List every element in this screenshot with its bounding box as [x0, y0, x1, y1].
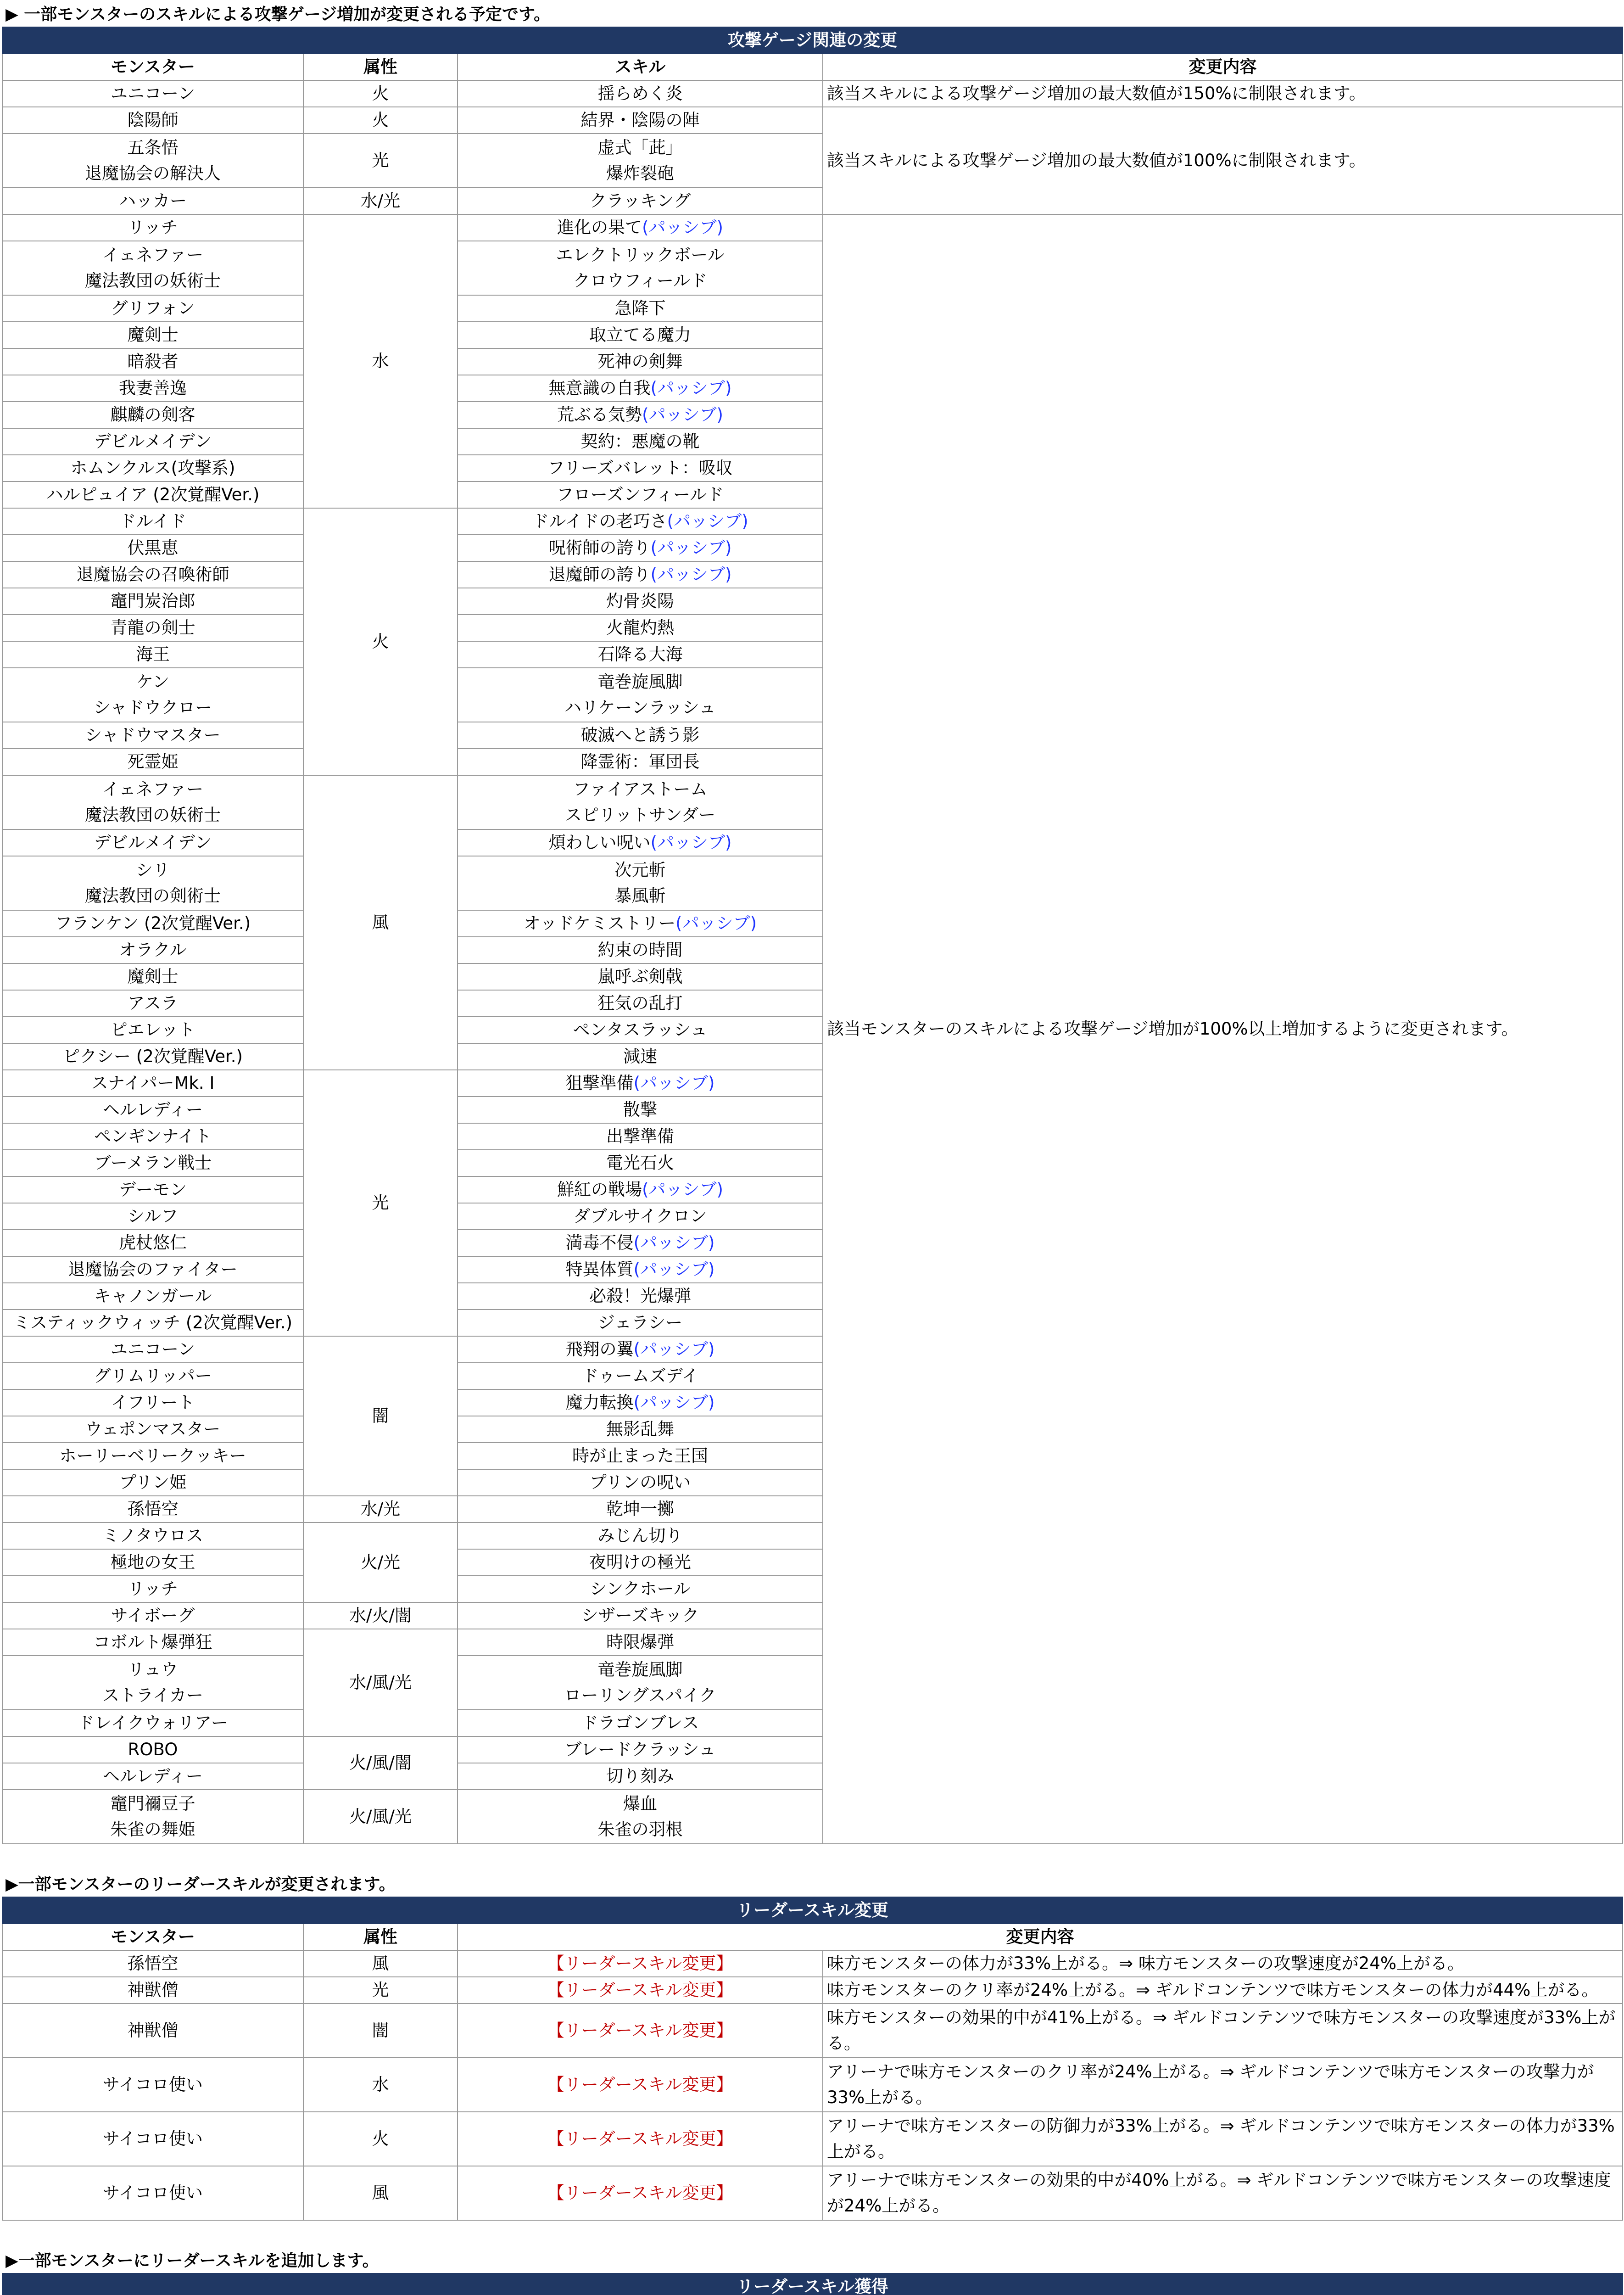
skill-label: 進化の果て	[557, 218, 642, 237]
monster-name: ピクシー (2次覚醒Ver.)	[2, 1043, 303, 1070]
skill-name	[458, 508, 823, 535]
skill-name	[458, 1123, 823, 1150]
monster-name: グリムリッパー	[2, 1363, 303, 1389]
monster-name: 我妻善逸	[2, 375, 303, 402]
skill-name	[458, 829, 823, 856]
header-change: 変更内容	[823, 54, 1623, 80]
skill-name	[458, 749, 823, 775]
passive-tag: (パッシブ)	[633, 1259, 715, 1279]
skill-name	[458, 1283, 823, 1310]
monster-name: イフリート	[2, 1389, 303, 1416]
skill-name	[458, 1363, 823, 1389]
skill-label: ドラゴンブレス	[581, 1713, 699, 1733]
leader-get-note: ▶一部モンスターにリーダースキルを追加します。	[6, 2251, 379, 2270]
monster-name: 陰陽師	[2, 107, 303, 134]
skill-name	[458, 1097, 823, 1123]
gauge-table	[2, 27, 1623, 1844]
attribute-cell: 闇	[303, 2004, 458, 2058]
monster-name: ユニコーン	[2, 80, 303, 107]
skill-name	[458, 134, 823, 188]
skill-label: 飛翔の翼	[565, 1339, 634, 1359]
skill-label: フリーズバレット：吸収	[547, 458, 733, 478]
monster-name: ROBO	[2, 1736, 303, 1763]
leader-change-note: ▶一部モンスターのリーダースキルが変更されます。	[6, 1875, 396, 1894]
attribute-cell: 火	[303, 107, 458, 134]
skill-name	[458, 348, 823, 375]
skill-name	[458, 375, 823, 402]
attribute-cell: 火/光	[303, 1523, 458, 1602]
monster-name: デビルメイデン	[2, 829, 303, 856]
table-row	[2, 2166, 1623, 2220]
monster-name: リッチ	[2, 1576, 303, 1602]
passive-tag: (パッシブ)	[633, 1339, 715, 1359]
skill-label: オッドケミストリー	[523, 913, 676, 933]
table-row	[2, 2112, 1623, 2166]
leader-change-table	[2, 1897, 1623, 2221]
skill-label: 約束の時間	[597, 940, 683, 960]
passive-tag: (パッシブ)	[633, 1393, 715, 1412]
skill-label: プリンの呪い	[589, 1472, 691, 1492]
header-attribute: 属性	[303, 1924, 458, 1950]
skill-label: 夜明けの極光	[589, 1552, 691, 1572]
attribute-cell: 風	[303, 775, 458, 1070]
skill-label: みじん切り	[597, 1526, 683, 1545]
skill-name	[458, 80, 823, 107]
table-row	[2, 80, 1623, 107]
passive-tag: (パッシブ)	[650, 833, 732, 852]
change-description: 該当スキルによる攻撃ゲージ増加の最大数値が100%に制限されます。	[823, 107, 1623, 214]
skill-name	[458, 1443, 823, 1469]
monster-name: シルフ	[2, 1203, 303, 1230]
monster-name: 退魔協会の召喚術師	[2, 561, 303, 588]
monster-name: ヘルレディー	[2, 1097, 303, 1123]
monster-name: 竈門炭治郎	[2, 588, 303, 615]
skill-name	[458, 641, 823, 668]
attribute-cell: 水/光	[303, 188, 458, 214]
leader-get-banner: リーダースキル獲得	[2, 2273, 1623, 2295]
passive-tag: (パッシブ)	[642, 1180, 723, 1199]
gauge-banner: 攻撃ゲージ関連の変更	[2, 27, 1623, 54]
monster-name: リッチ	[2, 214, 303, 241]
skill-name	[458, 535, 823, 561]
skill-name	[458, 722, 823, 749]
monster-name: ケン シャドウクロー	[2, 668, 303, 722]
attribute-cell: 火	[303, 508, 458, 775]
skill-label: ペンタスラッシュ	[573, 1020, 708, 1040]
skill-label: 時限爆弾	[606, 1632, 674, 1652]
passive-tag: (パッシブ)	[675, 913, 757, 933]
monster-name: ピエレット	[2, 1017, 303, 1043]
monster-name: 退魔協会のファイター	[2, 1256, 303, 1283]
change-tag: 【リーダースキル変更】	[458, 1977, 823, 2004]
skill-label: 石降る大海	[597, 644, 683, 664]
skill-name	[458, 428, 823, 455]
skill-name	[458, 1336, 823, 1363]
monster-name: デーモン	[2, 1176, 303, 1203]
skill-label: 狂気の乱打	[597, 993, 683, 1013]
change-tag: 【リーダースキル変更】	[458, 2058, 823, 2112]
table-row	[2, 2058, 1623, 2112]
skill-label: ジェラシー	[597, 1313, 683, 1332]
skill-label: 出撃準備	[606, 1126, 674, 1146]
skill-name	[458, 588, 823, 615]
skill-label: 竜巻旋風脚 ローリングスパイク	[564, 1660, 716, 1705]
change-description: 該当モンスターのスキルによる攻撃ゲージ増加が100%以上増加するように変更されます。	[823, 214, 1623, 1844]
monster-name: ミスティックウィッチ (2次覚醒Ver.)	[2, 1310, 303, 1336]
monster-name: ホーリーベリークッキー	[2, 1443, 303, 1469]
monster-name: イェネファー 魔法教団の妖術士	[2, 775, 303, 829]
skill-label: 灼骨炎陽	[606, 591, 674, 611]
skill-label: ドルイドの老巧さ	[532, 511, 667, 531]
monster-name: ハッカー	[2, 188, 303, 214]
attribute-cell: 火	[303, 2112, 458, 2166]
monster-name: フランケン (2次覚醒Ver.)	[2, 910, 303, 937]
skill-label: 取立てる魔力	[589, 325, 691, 345]
skill-name	[458, 214, 823, 241]
skill-name	[458, 1176, 823, 1203]
monster-name: 魔剣士	[2, 322, 303, 348]
skill-name	[458, 1549, 823, 1576]
monster-name: ペンギンナイト	[2, 1123, 303, 1150]
attribute-cell: 水/光	[303, 1496, 458, 1523]
passive-tag: (パッシブ)	[642, 218, 723, 237]
monster-name: リュウ ストライカー	[2, 1656, 303, 1710]
skill-name	[458, 1203, 823, 1230]
attribute-cell: 水	[303, 214, 458, 508]
attribute-cell: 火/風/光	[303, 1790, 458, 1844]
skill-name	[458, 1469, 823, 1496]
monster-name: デビルメイデン	[2, 428, 303, 455]
skill-name	[458, 1310, 823, 1336]
change-tag: 【リーダースキル変更】	[458, 2166, 823, 2220]
passive-tag: (パッシブ)	[633, 1073, 715, 1093]
monster-name: スナイパーMk. I	[2, 1070, 303, 1097]
attribute-cell: 光	[303, 134, 458, 188]
skill-name	[458, 1629, 823, 1656]
skill-label: 散撃	[623, 1100, 657, 1120]
monster-name: ドレイクウォリアー	[2, 1710, 303, 1736]
skill-name	[458, 241, 823, 295]
change-description: 味方モンスターの効果的中が41%上がる。⇒ ギルドコンテンツで味方モンスターの攻撃速度が33%上がる。	[823, 2004, 1623, 2058]
monster-name: サイコロ使い	[2, 2058, 303, 2112]
skill-label: 急降下	[614, 298, 666, 318]
monster-name: サイコロ使い	[2, 2112, 303, 2166]
change-tag: 【リーダースキル変更】	[458, 2112, 823, 2166]
table-row	[2, 1977, 1623, 2004]
skill-label: 嵐呼ぶ剣戟	[597, 967, 683, 986]
skill-label: 竜巻旋風脚 ハリケーンラッシュ	[564, 672, 716, 717]
skill-label: クラッキング	[589, 191, 691, 211]
skill-name	[458, 1656, 823, 1710]
monster-name: イェネファー 魔法教団の妖術士	[2, 241, 303, 295]
skill-label: 降霊術：軍団長	[580, 752, 700, 772]
monster-name: サイボーグ	[2, 1602, 303, 1629]
skill-name	[458, 455, 823, 481]
table-row	[2, 1950, 1623, 1977]
monster-name: 竈門禰豆子 朱雀の舞姫	[2, 1790, 303, 1844]
skill-label: 無意識の自我	[548, 378, 651, 398]
skill-name	[458, 1736, 823, 1763]
header-change: 変更内容	[458, 1924, 1623, 1950]
leader-get-table	[2, 2273, 1623, 2295]
header-monster: モンスター	[2, 54, 303, 80]
attribute-cell: 火	[303, 80, 458, 107]
gauge-body	[2, 80, 1623, 1844]
passive-tag: (パッシブ)	[633, 1233, 715, 1253]
monster-name: ウェポンマスター	[2, 1416, 303, 1443]
monster-name: 孫悟空	[2, 1496, 303, 1523]
header-attribute: 属性	[303, 54, 458, 80]
skill-name	[458, 1523, 823, 1549]
skill-label: 爆血 朱雀の羽根	[597, 1794, 683, 1839]
skill-label: 退魔師の誇り	[548, 565, 651, 584]
monster-name: プリン姫	[2, 1469, 303, 1496]
passive-tag: (パッシブ)	[650, 538, 732, 558]
passive-tag: (パッシブ)	[642, 405, 723, 425]
skill-name	[458, 775, 823, 829]
skill-name	[458, 668, 823, 722]
skill-name	[458, 1763, 823, 1790]
skill-label: 必殺！光爆弾	[589, 1286, 691, 1306]
monster-name: サイコロ使い	[2, 2166, 303, 2220]
passive-tag: (パッシブ)	[667, 511, 748, 531]
skill-label: 電光石火	[606, 1153, 674, 1173]
change-description: アリーナで味方モンスターのクリ率が24%上がる。⇒ ギルドコンテンツで味方モンスターの攻撃力が33%上がる。	[823, 2058, 1623, 2112]
monster-name: 暗殺者	[2, 348, 303, 375]
skill-label: ブレードクラッシュ	[564, 1740, 716, 1759]
skill-label: 時が止まった王国	[572, 1446, 708, 1466]
monster-name: 伏黒恵	[2, 535, 303, 561]
skill-name	[458, 561, 823, 588]
monster-name: 五条悟 退魔協会の解決人	[2, 134, 303, 188]
skill-name	[458, 937, 823, 963]
change-description: アリーナで味方モンスターの効果的中が40%上がる。⇒ ギルドコンテンツで味方モンスターの攻撃速度が24%上がる。	[823, 2166, 1623, 2220]
patch-notes	[2, 3, 1622, 2295]
change-description: 味方モンスターのクリ率が24%上がる。⇒ ギルドコンテンツで味方モンスターの体力が44%上がる。	[823, 1977, 1623, 2004]
skill-label: 破滅へと誘う影	[580, 725, 700, 745]
header-monster: モンスター	[2, 1924, 303, 1950]
monster-name: 極地の女王	[2, 1549, 303, 1576]
skill-name	[458, 481, 823, 508]
change-description: アリーナで味方モンスターの防御力が33%上がる。⇒ ギルドコンテンツで味方モンスターの体力が33%上がる。	[823, 2112, 1623, 2166]
monster-name: 神獣僧	[2, 1977, 303, 2004]
attribute-cell: 光	[303, 1070, 458, 1336]
monster-name: 青龍の剣士	[2, 615, 303, 641]
skill-label: 切り刻み	[606, 1766, 674, 1786]
skill-label: 狙撃準備	[565, 1073, 634, 1093]
skill-label: ドゥームズデイ	[581, 1366, 699, 1386]
skill-label: ダブルサイクロン	[573, 1206, 707, 1226]
skill-label: 無影乱舞	[606, 1419, 674, 1439]
skill-label: 死神の剣舞	[597, 352, 683, 371]
skill-name	[458, 1416, 823, 1443]
attribute-cell: 火/風/闇	[303, 1736, 458, 1790]
monster-name: 孫悟空	[2, 1950, 303, 1977]
monster-name: ブーメラン戦士	[2, 1150, 303, 1176]
attribute-cell: 水/風/光	[303, 1629, 458, 1736]
change-description: 味方モンスターの体力が33%上がる。⇒ 味方モンスターの攻撃速度が24%上がる。	[823, 1950, 1623, 1977]
skill-name	[458, 1043, 823, 1070]
skill-label: 次元斬 暴風斬	[614, 860, 666, 906]
table-row	[2, 214, 1623, 241]
monster-name: ハルピュイア (2次覚醒Ver.)	[2, 481, 303, 508]
monster-name: 虎杖悠仁	[2, 1230, 303, 1256]
skill-name	[458, 990, 823, 1017]
skill-label: シザーズキック	[581, 1606, 699, 1625]
monster-name: ミノタウロス	[2, 1523, 303, 1549]
skill-name	[458, 1576, 823, 1602]
attribute-cell: 闇	[303, 1336, 458, 1496]
skill-label: 乾坤一擲	[606, 1499, 674, 1519]
passive-tag: (パッシブ)	[650, 378, 732, 398]
skill-name	[458, 1710, 823, 1736]
monster-name: 死霊姫	[2, 749, 303, 775]
monster-name: 麒麟の剣客	[2, 402, 303, 428]
skill-label: 揺らめく炎	[597, 84, 683, 103]
attribute-cell: 水/火/闇	[303, 1602, 458, 1629]
monster-name: 神獣僧	[2, 2004, 303, 2058]
monster-name: ドルイド	[2, 508, 303, 535]
attribute-cell: 風	[303, 1950, 458, 1977]
monster-name: シャドウマスター	[2, 722, 303, 749]
skill-label: 魔力転換	[565, 1393, 634, 1412]
skill-label: エレクトリックボール クロウフィールド	[556, 245, 725, 291]
skill-label: 特異体質	[565, 1259, 634, 1279]
skill-name	[458, 1496, 823, 1523]
skill-name	[458, 1389, 823, 1416]
skill-name	[458, 910, 823, 937]
monster-name: ヘルレディー	[2, 1763, 303, 1790]
monster-name: 海王	[2, 641, 303, 668]
skill-name	[458, 1790, 823, 1844]
change-tag: 【リーダースキル変更】	[458, 1950, 823, 1977]
skill-name	[458, 856, 823, 910]
skill-label: 呪術師の誇り	[548, 538, 651, 558]
attribute-cell: 光	[303, 1977, 458, 2004]
skill-label: シンクホール	[590, 1579, 691, 1599]
skill-name	[458, 1150, 823, 1176]
skill-name	[458, 402, 823, 428]
skill-name	[458, 322, 823, 348]
gauge-note: ▶ 一部モンスターのスキルによる攻撃ゲージ増加が変更される予定です。	[6, 5, 551, 24]
skill-name	[458, 1070, 823, 1097]
skill-name	[458, 1602, 823, 1629]
skill-name	[458, 188, 823, 214]
skill-name	[458, 1256, 823, 1283]
skill-label: 結界・陰陽の陣	[580, 110, 700, 130]
skill-label: 減速	[623, 1047, 657, 1066]
monster-name: キャノンガール	[2, 1283, 303, 1310]
skill-name	[458, 1017, 823, 1043]
header-skill: スキル	[458, 54, 823, 80]
monster-name: グリフォン	[2, 295, 303, 322]
passive-tag: (パッシブ)	[650, 565, 732, 584]
skill-label: 満毒不侵	[565, 1233, 634, 1253]
table-row	[2, 2004, 1623, 2058]
skill-name	[458, 1230, 823, 1256]
skill-label: 荒ぶる気勢	[557, 405, 642, 425]
change-description: 該当スキルによる攻撃ゲージ増加の最大数値が150%に制限されます。	[823, 80, 1623, 107]
skill-label: 虚式「茈」 爆炸裂砲	[597, 138, 683, 183]
leader-change-body	[2, 1950, 1623, 2220]
skill-name	[458, 295, 823, 322]
monster-name: 魔剣士	[2, 963, 303, 990]
change-tag: 【リーダースキル変更】	[458, 2004, 823, 2058]
attribute-cell: 風	[303, 2166, 458, 2220]
monster-name: オラクル	[2, 937, 303, 963]
monster-name: コボルト爆弾狂	[2, 1629, 303, 1656]
attribute-cell: 水	[303, 2058, 458, 2112]
monster-name: ユニコーン	[2, 1336, 303, 1363]
skill-label: 火龍灼熱	[606, 618, 674, 638]
skill-name	[458, 107, 823, 134]
monster-name: ホムンクルス(攻撃系)	[2, 455, 303, 481]
skill-label: 契約：悪魔の靴	[580, 431, 700, 451]
monster-name: シリ 魔法教団の剣術士	[2, 856, 303, 910]
skill-label: ファイアストーム スピリットサンダー	[564, 779, 716, 825]
skill-name	[458, 963, 823, 990]
skill-label: 鮮紅の戦場	[557, 1180, 642, 1199]
skill-label: 煩わしい呪い	[548, 833, 651, 852]
skill-label: フローズンフィールド	[556, 485, 724, 504]
table-row	[2, 107, 1623, 134]
skill-name	[458, 615, 823, 641]
leader-change-banner: リーダースキル変更	[2, 1897, 1623, 1924]
monster-name: アスラ	[2, 990, 303, 1017]
